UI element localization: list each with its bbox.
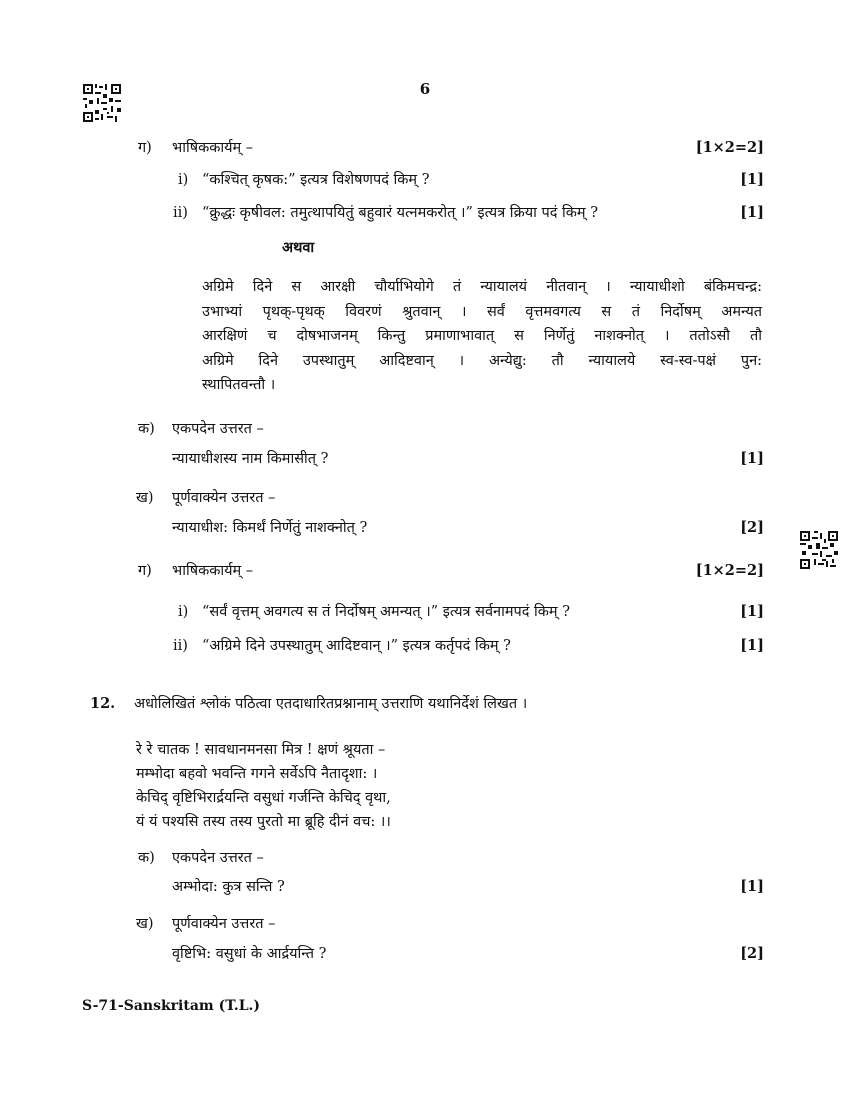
passage-line: अग्रिमे दिने उपस्थातुम् आदिष्टवान् । अन्येद्यु: तौ न्यायालये स्व-स्व-पक्षं पुन: [202, 352, 762, 369]
q12-k-label: क) [138, 850, 155, 866]
q12-k-title: एकपदेन उत्तरत – [172, 850, 264, 866]
part2-g-label: ग) [138, 563, 152, 579]
part1-g-title: भाषिककार्यम् – [172, 140, 254, 156]
verse [136, 738, 391, 834]
passage-line: आरक्षिणं च दोषभाजनम् किन्तु प्रमाणाभावात् स निर्णेतुं नाशक्नोत् । ततोऽसौ तौ [202, 328, 762, 344]
q12-k-question: अम्भोदा: कुत्र सन्ति ? [172, 879, 285, 895]
qr-code-right-margin [800, 531, 838, 569]
part2-item2-num: ii) [173, 638, 188, 654]
part2-kh-label: ख) [136, 490, 154, 506]
page-footer: S-71-Sanskritam (T.L.) [82, 998, 261, 1014]
part2-k-marks: [1] [740, 450, 764, 467]
q12-kh-title: पूर्णवाक्येन उत्तरत – [172, 916, 276, 932]
q12-kh-label: ख) [136, 916, 154, 932]
part2-kh-marks: [2] [740, 519, 764, 536]
part2-k-title: एकपदेन उत्तरत – [172, 421, 264, 437]
passage-line: अग्रिमे दिने स आरक्षी चौर्याभियोगे तं न्यायालयं नीतवान् । न्यायाधीशो बंकिमचन्द्र: [202, 279, 762, 295]
part2-kh-question: न्यायाधीश: किमर्थं निर्णेतुं नाशक्नोत् ? [172, 520, 368, 536]
q12-kh-question: वृष्टिभि: वसुधां के आर्द्रयन्ति ? [172, 946, 327, 962]
verse-line: यं यं पश्यसि तस्य तस्य पुरतो मा ब्रूहि दीनं वच: ।। [136, 814, 391, 830]
athava-heading: अथवा [282, 239, 315, 256]
part1-item1-num: i) [178, 172, 189, 188]
part1-g-marks: [1×2=2] [695, 139, 764, 156]
verse-line: मम्भोदा बहवो भवन्ति गगने सर्वेऽपि नैतादृशा: । [136, 766, 378, 782]
part2-item1-marks: [1] [740, 603, 764, 620]
part2-item2-marks: [1] [740, 637, 764, 654]
question-12-number: 12. [90, 695, 116, 712]
part2-k-label: क) [138, 421, 155, 437]
part1-item2-num: ii) [173, 205, 188, 221]
verse-line: रे रे चातक ! सावधानमनसा मित्र ! क्षणं श्रूयता – [136, 742, 386, 758]
passage-line: स्थापितवन्तौ । [202, 377, 276, 393]
part2-item2-text: “अग्रिमे दिने उपस्थातुम् आदिष्टवान् ।” इत्यत्र कर्तृपदं किम् ? [202, 638, 511, 654]
part2-g-title: भाषिककार्यम् – [172, 563, 254, 579]
passage [202, 275, 762, 398]
q12-kh-marks: [2] [740, 945, 764, 962]
part2-item1-num: i) [178, 604, 189, 620]
verse-line: केचिद् वृष्टिभिरार्द्रयन्ति वसुधां गर्जन्ति केचिद् वृथा, [136, 790, 391, 806]
part2-k-question: न्यायाधीशस्य नाम किमासीत् ? [172, 451, 329, 467]
part2-item1-text: “सर्वं वृत्तम् अवगत्य स तं निर्दोषम् अमन्यत् ।” इत्यत्र सर्वनामपदं किम् ? [202, 604, 570, 620]
page-number: 6 [419, 80, 431, 98]
part1-item1-text: “कश्चित् कृषक:” इत्यत्र विशेषणपदं किम् ? [202, 172, 430, 188]
part1-item2-text: “क्रुद्धः कृषीवल: तमुत्थापयितुं बहुवारं यत्नमकरोत् ।” इत्यत्र क्रिया पदं किम् ? [202, 205, 598, 221]
q12-k-marks: [1] [740, 878, 764, 895]
part1-item2-marks: [1] [740, 204, 764, 221]
part1-item1-marks: [1] [740, 171, 764, 188]
part2-kh-title: पूर्णवाक्येन उत्तरत – [172, 490, 276, 506]
part2-g-marks: [1×2=2] [695, 562, 764, 579]
question-12-instruction: अधोलिखितं श्लोकं पठित्वा एतदाधारितप्रश्नानाम् उत्तराणि यथानिर्देशं लिखत । [134, 696, 528, 712]
passage-line: उभाभ्यां पृथक्-पृथक् विवरणं श्रुतवान् । सर्वं वृत्तमवगत्य स तं निर्दोषम् अमन्यत [202, 303, 762, 320]
part1-g-label: ग) [138, 140, 152, 156]
